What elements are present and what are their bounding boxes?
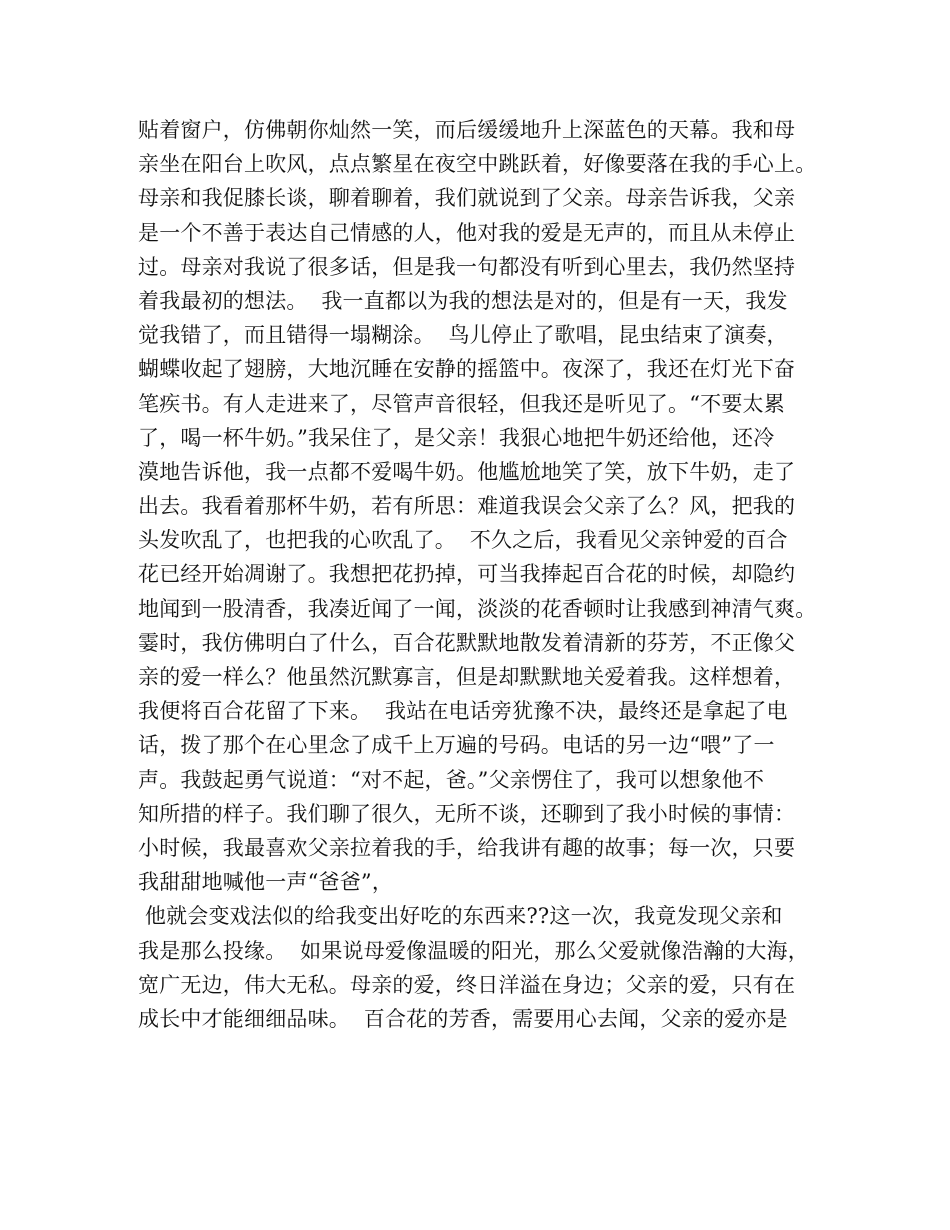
text-line: 话，拨了那个在心里念了成千上万遍的号码。电话的另一边“喂”了一 [138,733,775,758]
text-line: 声。我鼓起勇气说道：“对不起，爸。”父亲愣住了，我可以想象他不 [138,767,765,792]
text-line: 是一个不善于表达自己情感的人，他对我的爱是无声的，而且从未停止 [138,220,796,245]
text-line: 成长中才能细细品味。 百合花的芳香，需要用心去闻，父亲的爱亦是 [138,1006,788,1031]
text-line: 了，喝一杯牛奶。”我呆住了，是父亲！我狠心地把牛奶还给他，还冷 [138,425,775,450]
essay-text [138,113,828,1036]
text-line: 我甜甜地喊他一声“爸爸”， [138,870,394,895]
text-line: 头发吹乱了，也把我的心吹乱了。 不久之后，我看见父亲钟爱的百合 [138,528,788,553]
text-line: 亲坐在阳台上吹风，点点繁星在夜空中跳跃着，好像要落在我的手心上。 [138,152,817,177]
text-line: 过。母亲对我说了很多话，但是我一句都没有听到心里去，我仍然坚持 [138,254,796,279]
text-line: 小时候，我最喜欢父亲拉着我的手，给我讲有趣的故事；每一次，只要 [138,835,796,860]
text-line: 花已经开始凋谢了。我想把花扔掉，可当我捧起百合花的时候，却隐约 [138,562,796,587]
text-line: 漠地告诉他，我一点都不爱喝牛奶。他尴尬地笑了笑，放下牛奶，走了 [138,459,796,484]
text-line: 觉我错了，而且错得一塌糊涂。 鸟儿停止了歌唱，昆虫结束了演奏， [138,323,788,348]
text-line: 知所措的样子。我们聊了很久，无所不谈，还聊到了我小时候的事情： [138,801,796,826]
text-line: 霎时，我仿佛明白了什么，百合花默默地散发着清新的芬芳，不正像父 [138,630,796,655]
text-line: 他就会变戏法似的给我变出好吃的东西来??这一次，我竟发现父亲和 [138,904,783,929]
text-line: 着我最初的想法。 我一直都以为我的想法是对的，但是有一天，我发 [138,288,788,313]
text-line: 蝴蝶收起了翅膀，大地沉睡在安静的摇篮中。夜深了，我还在灯光下奋 [138,357,796,382]
text-line: 亲的爱一样么？他虽然沉默寡言，但是却默默地关爱着我。这样想着， [138,665,796,689]
text-line: 我便将百合花留了下来。 我站在电话旁犹豫不决，最终还是拿起了电 [138,699,788,724]
text-line: 宽广无边，伟大无私。母亲的爱，终日洋溢在身边；父亲的爱，只有在 [138,972,796,997]
text-line: 笔疾书。有人走进来了，尽管声音很轻，但我还是听见了。“不要太累 [138,391,785,416]
text-line: 出去。我看着那杯牛奶，若有所思：难道我误会父亲了么？风，把我的 [138,494,796,519]
text-line: 母亲和我促膝长谈，聊着聊着，我们就说到了父亲。母亲告诉我，父亲 [138,186,796,211]
text-line: 我是那么投缘。 如果说母爱像温暖的阳光，那么父爱就像浩瀚的大海， [138,938,809,963]
text-line: 贴着窗户，仿佛朝你灿然一笑，而后缓缓地升上深蓝色的天幕。我和母 [138,118,796,142]
text-line: 地闻到一股清香，我凑近闻了一闻，淡淡的花香顿时让我感到神清气爽。 [138,596,817,621]
